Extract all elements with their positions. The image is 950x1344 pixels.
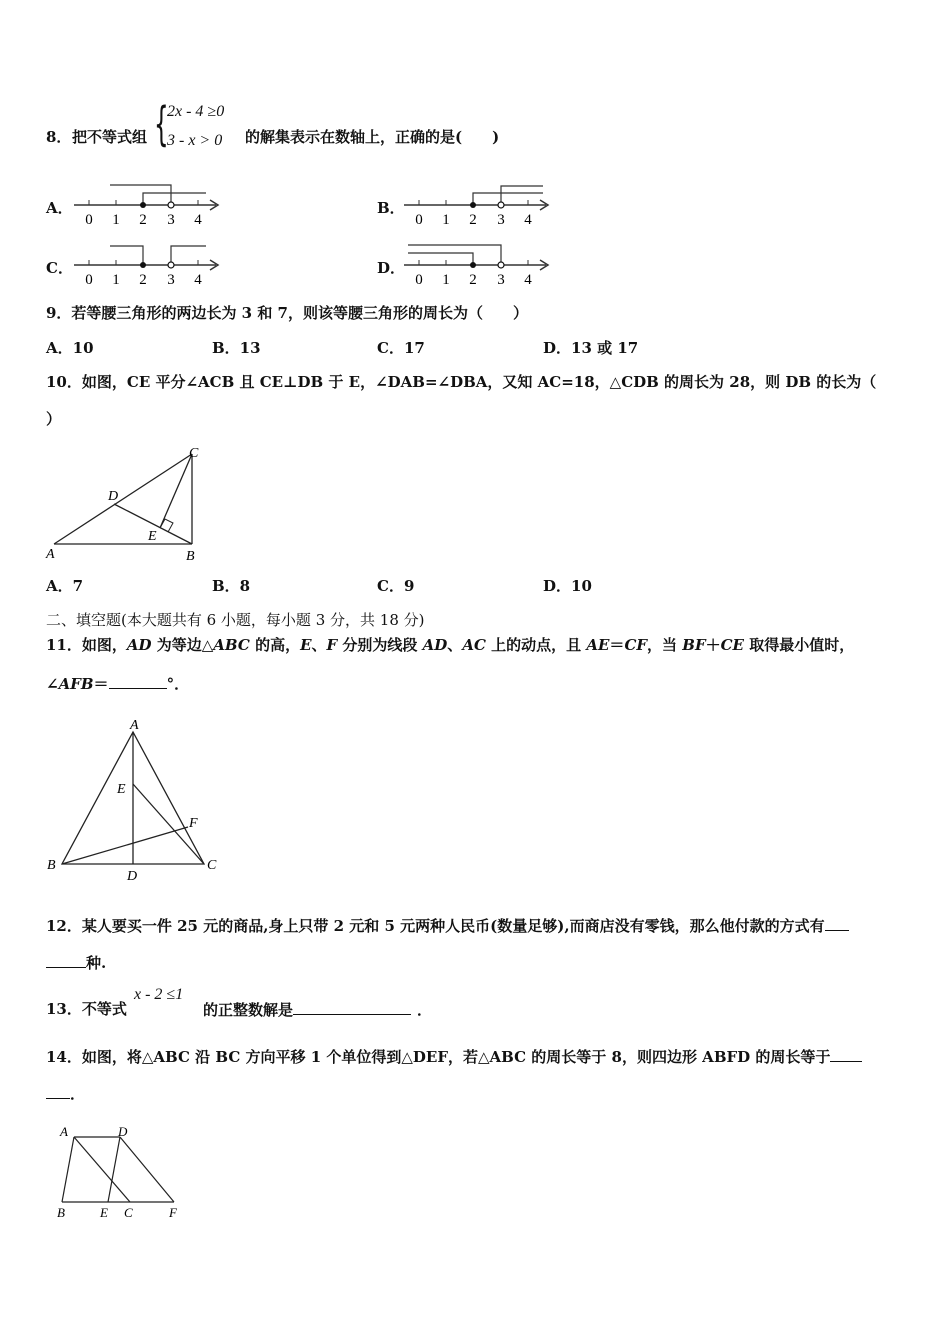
label-D: D <box>108 489 119 504</box>
label-A: A <box>130 718 139 733</box>
label-D: D <box>127 869 138 884</box>
q14-answer-blank-cont[interactable] <box>46 1086 70 1099</box>
q12-text: 12．某人要买一件 25 元的商品,身上只带 2 元和 5 元两种人民币(数量足够),而商店没有零钱，那么他付款的方式有 <box>46 917 825 935</box>
tick-label: 3 <box>497 272 505 288</box>
tick-label: 2 <box>139 212 147 228</box>
tick-label: 1 <box>112 212 120 228</box>
number-line-option-a[interactable] <box>70 180 230 230</box>
tick-label: 3 <box>497 212 505 228</box>
q11-answer-blank[interactable] <box>109 676 167 689</box>
label-C: C <box>207 858 217 873</box>
angle-symbol: ∠ <box>46 675 59 693</box>
q8-prefix: 把不等式组 <box>72 128 148 146</box>
q8-option-d-label[interactable]: D． <box>377 259 406 277</box>
tick-label: 4 <box>194 272 202 288</box>
q11-text: ＋ <box>705 636 721 654</box>
q11-text: 、 <box>447 636 463 654</box>
q9-option-d[interactable]: D．13 或 17 <box>543 339 639 357</box>
label-E: E <box>100 1205 108 1220</box>
q11-var: CF <box>624 636 648 654</box>
label-F: F <box>189 816 198 831</box>
tick-label: 0 <box>85 272 93 288</box>
q12-answer-blank-cont[interactable] <box>46 955 86 968</box>
tick-label: 4 <box>524 212 532 228</box>
q11-stem <box>46 638 854 653</box>
q11-var: AC <box>462 636 486 654</box>
tick-label: 2 <box>139 272 147 288</box>
q9-option-b[interactable]: B．13 <box>212 339 261 357</box>
q10-triangle-figure <box>44 444 214 564</box>
q8-option-b-label[interactable]: B． <box>377 199 405 217</box>
tick-label: 2 <box>469 272 477 288</box>
label-F: F <box>169 1205 177 1220</box>
q14-text: 14．如图，将△ABC 沿 BC 方向平移 1 个单位得到△DEF，若△ABC 的周长等于 8，则四边形 ABFD 的周长等于 <box>46 1048 831 1066</box>
label-D: D <box>118 1124 128 1139</box>
q13-text: ． <box>417 1001 433 1019</box>
tick-label: 4 <box>524 272 532 288</box>
q11-text: 11．如图， <box>46 636 127 654</box>
tick-label: 1 <box>442 272 450 288</box>
q10-stem-end: ） <box>46 410 62 428</box>
q11-text: ＝ <box>609 636 625 654</box>
q11-text: 分别为线段 <box>337 636 423 654</box>
system-brace: { <box>154 97 169 151</box>
q11-text: °． <box>166 675 190 693</box>
q10-option-a[interactable]: A．7 <box>46 577 84 595</box>
q10-option-c[interactable]: C．9 <box>377 577 415 595</box>
q13-line <box>203 1002 432 1018</box>
tick-label: 3 <box>167 272 175 288</box>
q14-translation-figure <box>54 1122 204 1222</box>
label-B: B <box>57 1205 65 1220</box>
q11-var: ABC <box>213 636 250 654</box>
q9-stem: 9．若等腰三角形的两边长为 3 和 7，则该等腰三角形的周长为（ ） <box>46 304 528 322</box>
q14-line1 <box>46 1049 862 1065</box>
q10-stem: 10．如图，CE 平分∠ACB 且 CE⊥DB 于 E，∠DAB=∠DBA，又知 AC=18，△CDB 的周长为 28，则 DB 的长为（ <box>46 373 877 391</box>
number-line-option-c[interactable] <box>70 240 230 290</box>
q8-inequality-1: 2x - 4 ≥0 <box>167 103 225 120</box>
q8-option-c-label[interactable]: C． <box>46 259 73 277</box>
number-line-option-d[interactable] <box>400 240 560 290</box>
label-E: E <box>148 529 157 544</box>
label-B: B <box>186 549 195 564</box>
q12-line1 <box>46 918 849 934</box>
q11-answer-line <box>46 676 189 692</box>
q11-var: BF <box>682 636 706 654</box>
q11-text: ＝ <box>93 675 109 693</box>
tick-label: 2 <box>469 212 477 228</box>
label-C: C <box>189 446 199 461</box>
q11-text: 上的动点，且 <box>485 636 587 654</box>
q13-inequality: x - 2 ≤1 <box>134 986 184 1003</box>
q11-var: AD <box>126 636 152 654</box>
q11-text: 为等边△ <box>151 636 214 654</box>
q13-text: 的正整数解是 <box>203 1001 294 1019</box>
number-line-option-b[interactable] <box>400 180 560 230</box>
q11-var: AE <box>586 636 610 654</box>
q11-var: AFB <box>58 675 94 693</box>
q13-answer-blank[interactable] <box>293 1002 411 1015</box>
section-title-fill-in: 二、填空题(本大题共有 6 小题，每小题 3 分，共 18 分) <box>46 611 425 629</box>
q10-option-d[interactable]: D．10 <box>543 577 592 595</box>
q14-text: ． <box>70 1085 86 1103</box>
tick-label: 3 <box>167 212 175 228</box>
q8-option-a-label[interactable]: A． <box>46 199 73 217</box>
label-C: C <box>124 1205 133 1220</box>
q11-text: ，当 <box>647 636 683 654</box>
q12-answer-blank[interactable] <box>825 918 849 931</box>
q14-line2 <box>46 1086 85 1102</box>
q10-option-b[interactable]: B．8 <box>212 577 251 595</box>
q11-var: F <box>326 636 338 654</box>
q11-triangle-figure <box>44 712 234 882</box>
label-A: A <box>60 1124 68 1139</box>
q9-option-c[interactable]: C．17 <box>377 339 425 357</box>
q8-inequality-2: 3 - x > 0 <box>167 132 223 149</box>
q9-option-a[interactable]: A．10 <box>46 339 94 357</box>
label-B: B <box>47 858 56 873</box>
q8-suffix: 的解集表示在数轴上，正确的是( ) <box>245 128 500 146</box>
tick-label: 0 <box>85 212 93 228</box>
q11-var: CE <box>720 636 744 654</box>
q11-text: 、 <box>311 636 327 654</box>
tick-label: 4 <box>194 212 202 228</box>
label-A: A <box>46 547 55 562</box>
q11-var: AD <box>422 636 448 654</box>
q14-answer-blank[interactable] <box>830 1049 862 1062</box>
tick-label: 1 <box>442 212 450 228</box>
q8-number: 8． <box>46 128 72 146</box>
tick-label: 0 <box>415 272 423 288</box>
q12-line2 <box>46 955 106 971</box>
label-E: E <box>117 782 126 797</box>
q12-text: 种. <box>86 954 107 972</box>
tick-label: 0 <box>415 212 423 228</box>
q13-prefix: 13．不等式 <box>46 1000 127 1018</box>
q11-var: E <box>300 636 312 654</box>
tick-label: 1 <box>112 272 120 288</box>
q11-text: 的高， <box>249 636 301 654</box>
q11-text: 取得最小值时， <box>743 636 855 654</box>
